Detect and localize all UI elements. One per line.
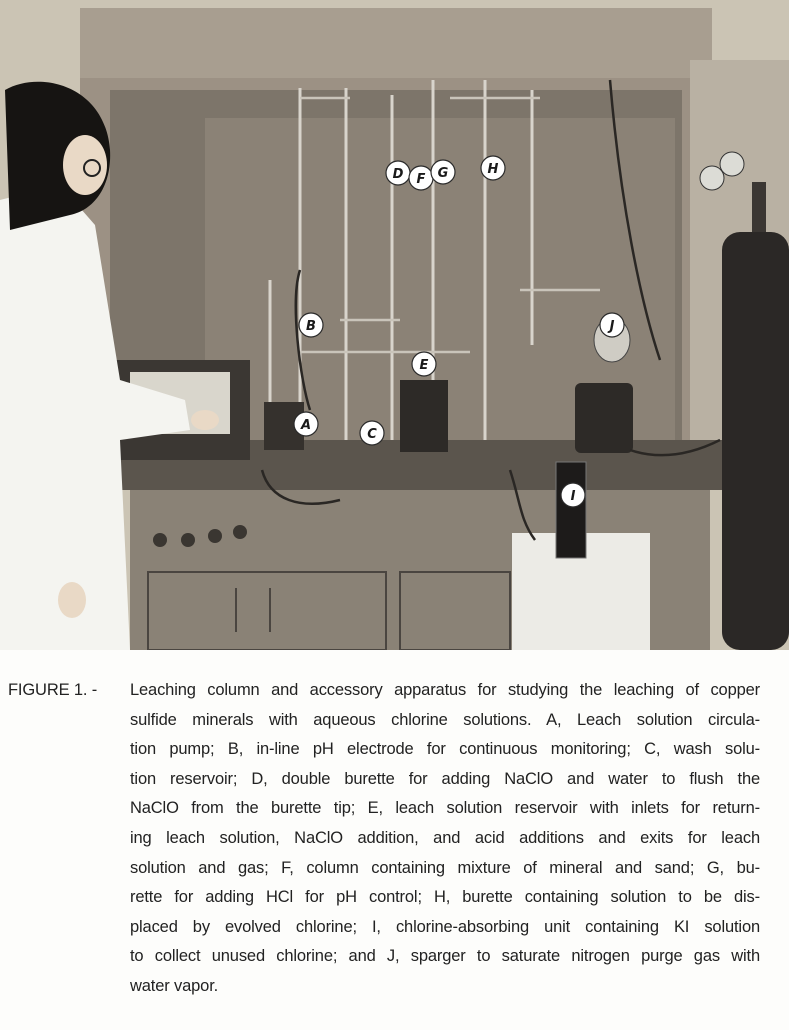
caption-line: rette for adding HCl for pH control; H, burette containing solution to be dis- — [130, 888, 760, 907]
absorbing-unit — [556, 462, 586, 558]
callout-label-j-text: J — [609, 319, 615, 334]
callout-label-h — [481, 156, 505, 180]
caption-line: NaClO from the burette tip; E, leach solution reservoir with inlets for return- — [130, 799, 760, 818]
callout-label-d — [386, 161, 410, 185]
caption-line: solution and gas; F, column containing mixture of mineral and sand; G, bu- — [130, 858, 760, 877]
callout-label-a-text: A — [300, 418, 312, 433]
caption-row — [8, 706, 760, 736]
caption-row — [8, 854, 760, 884]
caption-line: Leaching column and accessory apparatus for studying the leaching of copper — [130, 681, 760, 699]
callout-label-e — [412, 352, 436, 376]
caption-row — [8, 913, 760, 943]
caption-row — [8, 676, 760, 706]
callout-label-f — [409, 166, 433, 190]
caption-line: ing leach solution, NaClO addition, and acid additions and exits for leach — [130, 828, 760, 847]
callout-label-a — [294, 412, 318, 436]
caption-line: sulfide minerals with aqueous chlorine solutions. A, Leach solution circula- — [130, 710, 760, 729]
callout-label-c-text: C — [367, 427, 377, 442]
cylinder-valve — [752, 182, 766, 232]
caption-line: tion pump; B, in-line pH electrode for continuous monitoring; C, wash solu- — [130, 740, 760, 759]
callout-label-f-text: F — [416, 172, 426, 187]
caption-line: to collect unused chlorine; and J, sparger to saturate nitrogen purge gas with — [130, 947, 760, 966]
callout-label-b — [299, 313, 323, 337]
callout-label-h-text: H — [487, 162, 499, 177]
callout-label-i — [561, 483, 585, 507]
caption-row — [8, 735, 760, 765]
caption-row — [8, 883, 760, 913]
callout-label-g-text: G — [437, 166, 449, 181]
figure-caption — [8, 676, 760, 1002]
gas-cylinder — [722, 232, 789, 650]
caption-row — [8, 765, 760, 795]
callout-label-i-text: I — [570, 489, 576, 504]
callout-label-c — [360, 421, 384, 445]
callout-label-g — [431, 160, 455, 184]
caption-row — [8, 972, 760, 1002]
caption-line: water vapor. — [130, 976, 219, 995]
callout-label-j — [600, 313, 624, 337]
caption-row — [8, 794, 760, 824]
pressure-gauge-left — [700, 166, 724, 190]
caption-line: tion reservoir; D, double burette for adding NaClO and water to flush the — [130, 769, 760, 788]
callout-label-b-text: B — [306, 319, 316, 334]
reservoir-unit — [400, 380, 448, 452]
caption-line: placed by evolved chlorine; I, chlorine-absorbing unit containing KI solution — [130, 917, 760, 936]
figure-number: FIGURE 1. - — [8, 681, 98, 699]
caption-row — [8, 824, 760, 854]
callout-label-d-text: D — [392, 167, 404, 182]
callout-label-e-text: E — [419, 358, 429, 373]
pressure-gauge-right — [720, 152, 744, 176]
sparger-base — [575, 383, 633, 453]
caption-row — [8, 942, 760, 972]
fume-hood-header — [80, 8, 712, 78]
